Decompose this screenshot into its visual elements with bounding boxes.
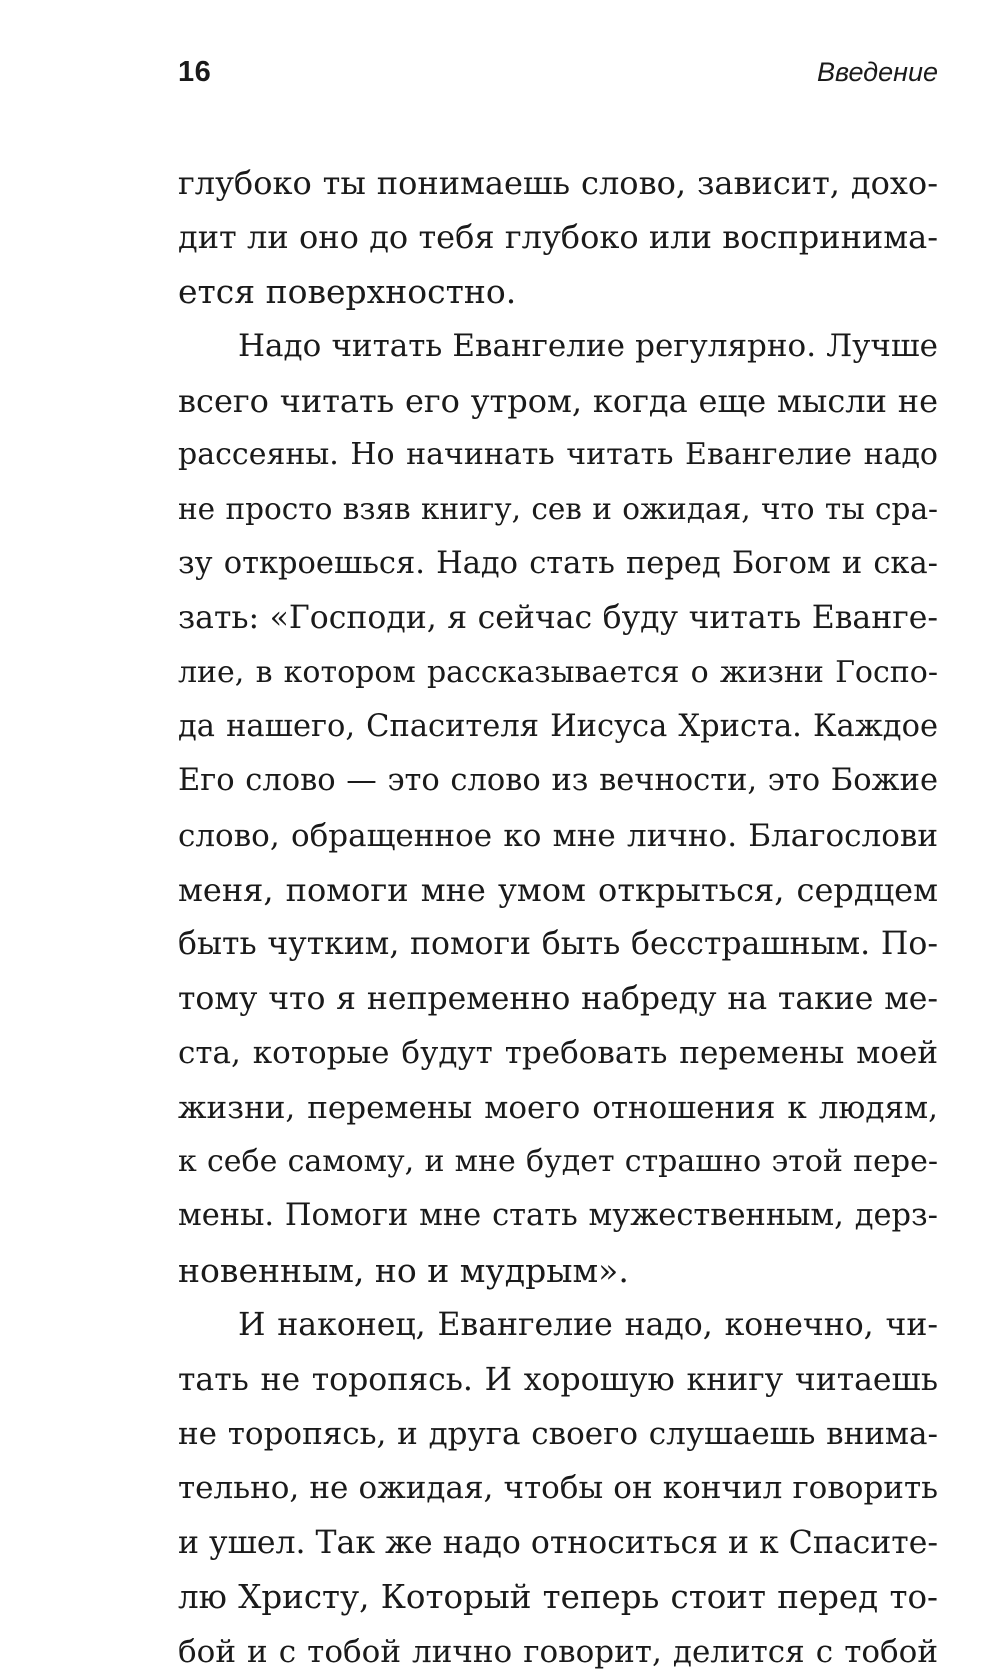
- text-line: дит ли оно до тебя глубоко или воспринима-: [178, 218, 938, 257]
- running-header: [178, 52, 938, 96]
- text-line: бой и с тобой лично говорит, делится с тобой: [178, 1633, 938, 1670]
- text-line: быть чутким, помоги быть бесстрашным. По-: [178, 926, 938, 963]
- text-line: Надо читать Евангелие регулярно. Лучше: [238, 328, 938, 365]
- text-line: рассеяны. Но начинать читать Евангелие надо: [178, 436, 938, 472]
- text-line: мены. Помоги мне стать мужественным, дерз-: [178, 1198, 938, 1234]
- text-line: тать не торопясь. И хорошую книгу читаешь: [178, 1361, 938, 1398]
- text-line: жизни, перемены моего отношения к людям,: [178, 1089, 938, 1126]
- text-line: да нашего, Спасителя Иисуса Христа. Каждое: [178, 708, 938, 744]
- text-line: лие, в котором рассказывается о жизни Госпо-: [178, 654, 938, 690]
- text-line: новенным, но и мудрым».: [178, 1250, 629, 1290]
- text-line: не торопясь, и друга своего слушаешь внима-: [178, 1415, 938, 1452]
- text-line: меня, помоги мне умом открыться, сердцем: [178, 871, 938, 910]
- text-line: слово, обращенное ко мне лично. Благослови: [178, 817, 938, 854]
- text-line: тому что я непременно набреду на такие ме-: [178, 980, 938, 1017]
- text-line: всего читать его утром, когда еще мысли не: [178, 381, 938, 420]
- text-line: И наконец, Евангелие надо, конечно, чи-: [238, 1307, 938, 1344]
- text-line: лю Христу, Который теперь стоит перед то-: [178, 1578, 938, 1617]
- text-line: зу откроешься. Надо стать перед Богом и ска-: [178, 545, 938, 581]
- text-line: зать: «Господи, я сейчас буду читать Еванге-: [178, 600, 938, 637]
- page-number: 16: [178, 56, 212, 88]
- text-line: глубоко ты понимаешь слово, зависит, дохо-: [178, 164, 938, 202]
- text-line: Его слово — это слово из вечности, это Божие: [178, 763, 938, 799]
- text-line: и ушел. Так же надо относиться и к Спасите-: [178, 1524, 938, 1561]
- text-line: к себе самому, и мне будет страшно этой пере-: [178, 1144, 938, 1180]
- text-line: тельно, не ожидая, чтобы он кончил говорить: [178, 1470, 938, 1507]
- text-line: не просто взяв книгу, сев и ожидая, что ты сра-: [178, 492, 938, 527]
- section-title: Введение: [816, 57, 938, 87]
- text-line: ста, которые будут требовать перемены моей: [178, 1035, 938, 1072]
- text-line: ется поверхностно.: [178, 271, 517, 311]
- body-text: [178, 156, 938, 1679]
